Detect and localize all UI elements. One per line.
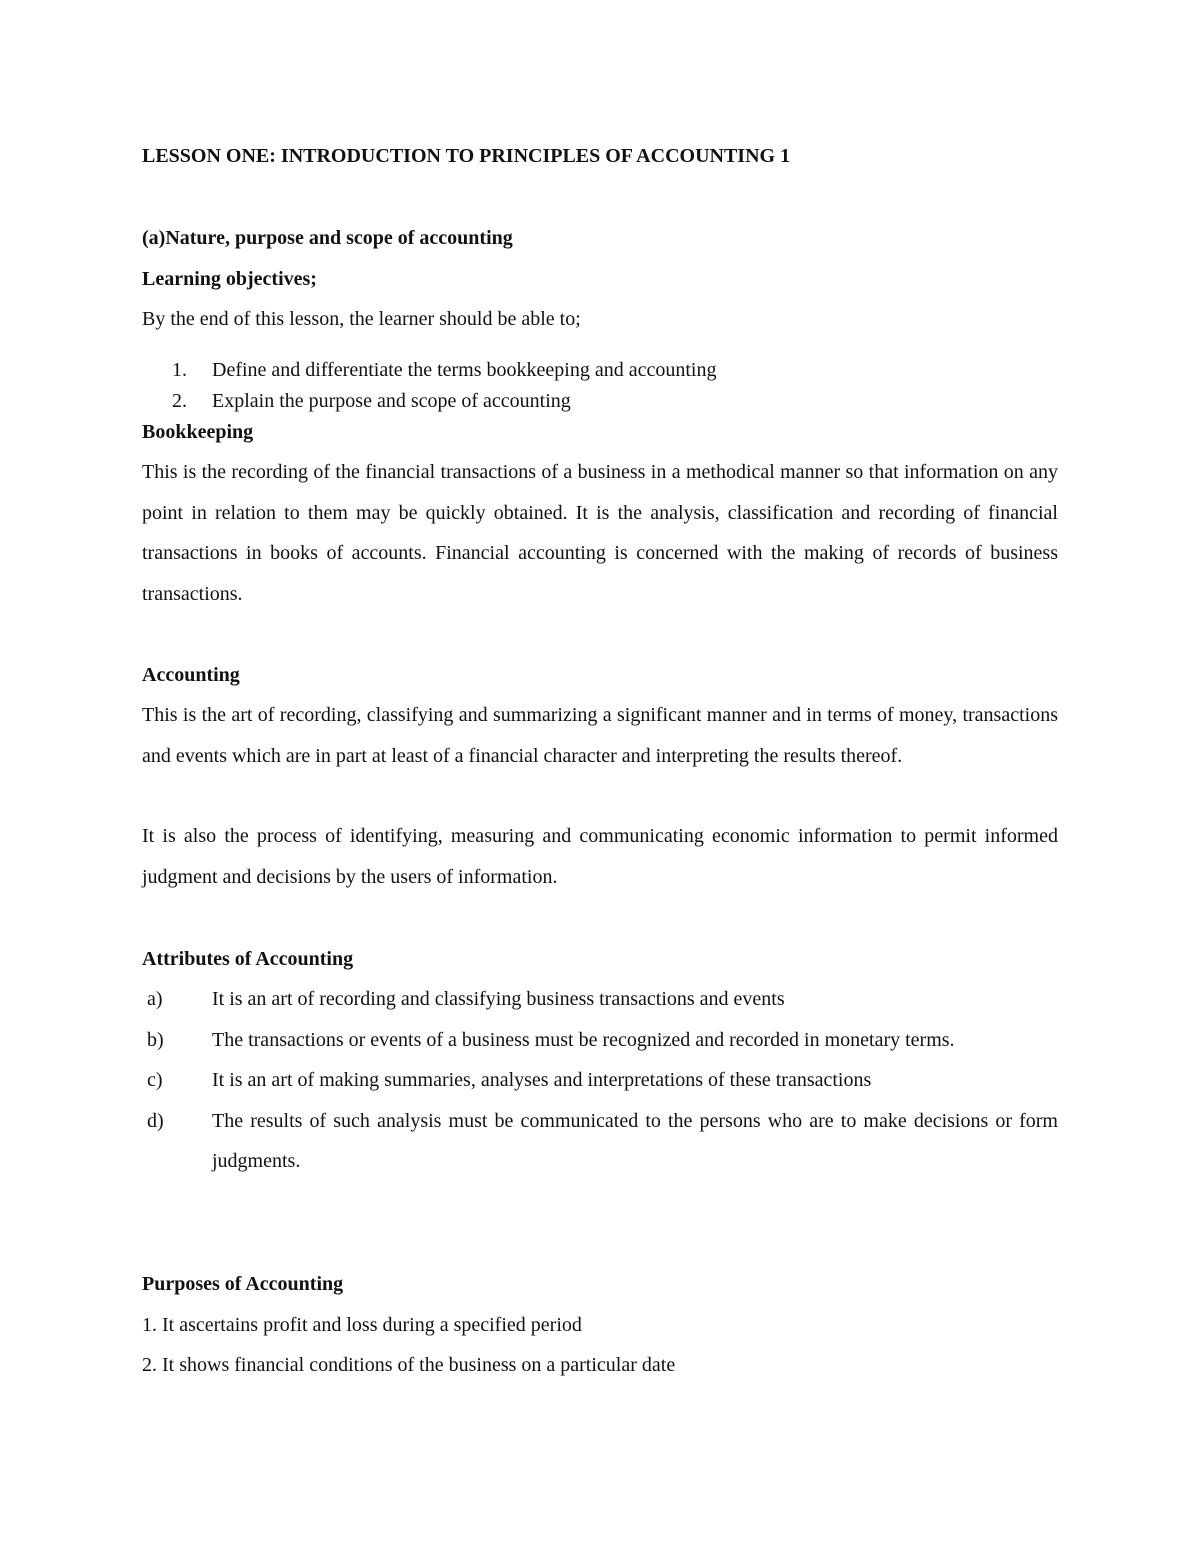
list-item	[142, 979, 1058, 1020]
objectives-heading: Learning objectives;	[142, 268, 317, 290]
bookkeeping-heading: Bookkeeping	[142, 421, 254, 443]
list-item-number: 2.	[172, 390, 187, 412]
list-item-marker: c)	[147, 1069, 163, 1091]
list-item-marker: a)	[147, 988, 163, 1010]
purpose-item-2: 2. It shows financial conditions of the business on a particular date	[142, 1354, 676, 1376]
list-item-number: 1.	[172, 359, 187, 381]
section-a-heading: (a)Nature, purpose and scope of accounting	[142, 227, 513, 249]
bookkeeping-paragraph: This is the recording of the financial transactions of a business in a methodical manner so that information on any point in relation to them may be quickly obtained. It is the analysis, classification and recording of financial transactions in books of accounts. Financial accounting is concerned with the making of records of business transactions.	[142, 461, 1058, 605]
accounting-paragraph-1: This is the art of recording, classifying and summarizing a significant manner and in terms of money, transactions and events which are in part at least of a financial character and interpreting the results thereof.	[142, 704, 1058, 767]
list-item-marker: d)	[147, 1109, 164, 1132]
accounting-paragraph-2: It is also the process of identifying, measuring and communicating economic information to permit informed judgment and decisions by the users of information.	[142, 825, 1058, 888]
list-item	[172, 355, 872, 386]
list-item-text: The transactions or events of a business must be recognized and recorded in monetary terms.	[212, 1028, 955, 1051]
list-item-text: It is an art of recording and classifying business transactions and events	[212, 988, 785, 1010]
list-item-text: It is an art of making summaries, analyses and interpretations of these transactions	[212, 1069, 872, 1091]
list-item-text: Define and differentiate the terms bookkeeping and accounting	[212, 359, 717, 381]
objectives-intro: By the end of this lesson, the learner should be able to;	[142, 308, 581, 330]
list-item	[142, 1020, 1058, 1061]
list-item	[172, 386, 872, 417]
document-title: LESSON ONE: INTRODUCTION TO PRINCIPLES OF ACCOUNTING 1	[142, 145, 791, 167]
objectives-list	[172, 355, 872, 417]
list-item	[142, 1060, 1058, 1101]
attributes-list	[142, 979, 1058, 1182]
purpose-item-1: 1. It ascertains profit and loss during a specified period	[142, 1314, 582, 1336]
attributes-heading: Attributes of Accounting	[142, 948, 354, 970]
accounting-heading: Accounting	[142, 664, 240, 686]
list-item-marker: b)	[147, 1028, 164, 1051]
list-item-text: The results of such analysis must be communicated to the persons who are to make decisions or form judgments.	[212, 1109, 1058, 1172]
purposes-heading: Purposes of Accounting	[142, 1273, 344, 1295]
list-item-text: Explain the purpose and scope of accounting	[212, 390, 571, 412]
list-item	[142, 1101, 1058, 1182]
